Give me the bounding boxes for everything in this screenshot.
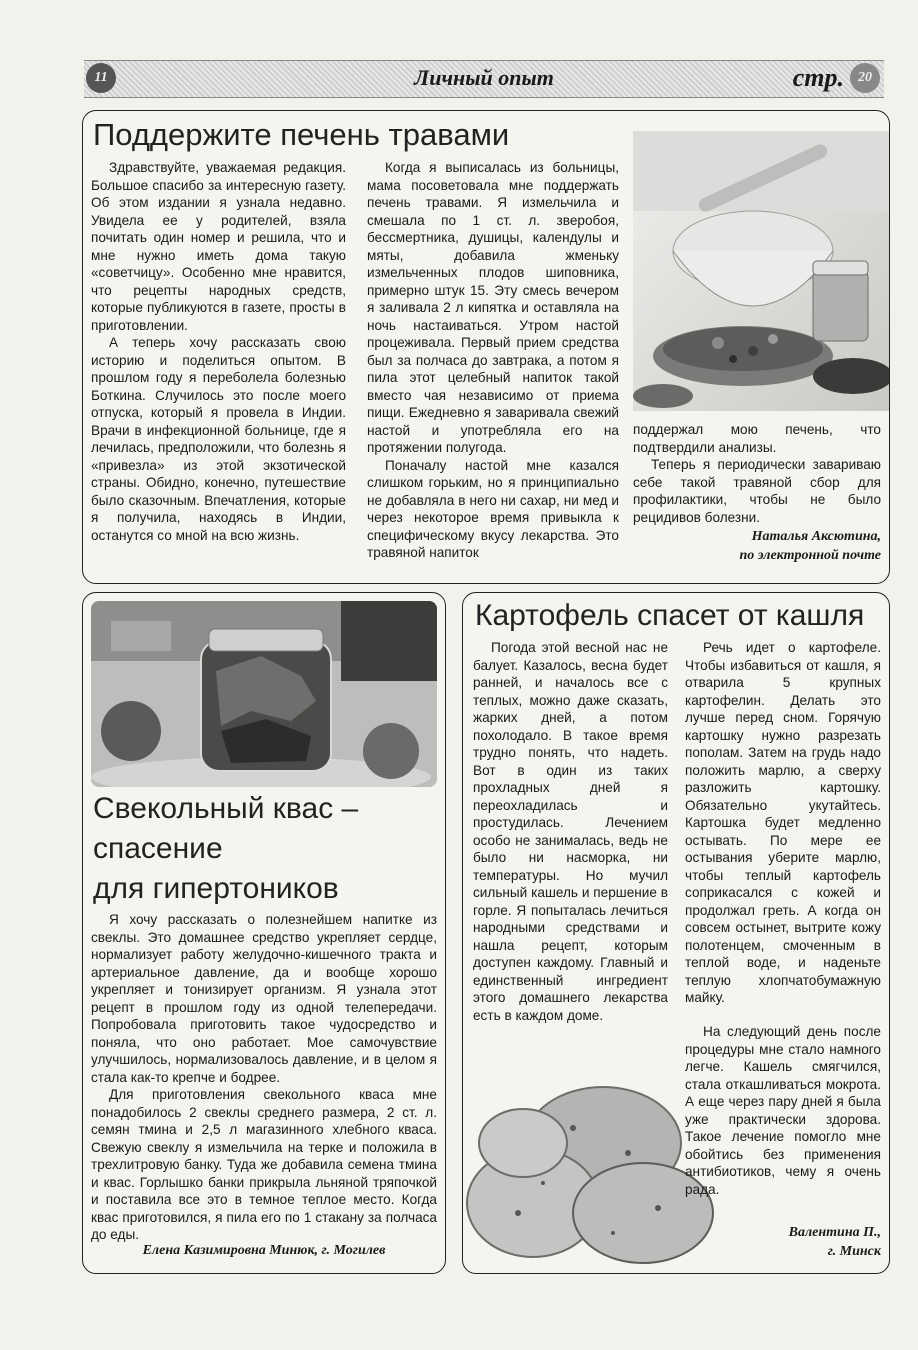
title-line: для гипертоников bbox=[93, 872, 339, 905]
paragraph: На следующий день после процедуры мне стало намного легче. Кашель смягчился, стала откашливаться мокрота. А еще через пару дней я была уже практически здорова. Такое лечение помогло мне обойтись без применения антибиотиков, чему я очень рада. bbox=[685, 1024, 881, 1197]
title-line: спасение bbox=[93, 832, 223, 865]
paragraph: Погода этой весной нас не балует. Казалось, весна будет ранней, и началось все с теплых, можно даже сказать, жарких дней, а потом похолодало. В такое время трудно понять, что надеть. Вот в один из таких прохладных дней я переохладилась и простудилась. Лечением особо не занималась, ведь не было ни насморка, ни температуры. Но мучил сильный кашель и першение в горле. Я попыталась лечиться народными средствами и нашла рецепт, которым доступен каждому. Главный и единственный ингредиент этого домашнего лекарства есть в каждом доме. bbox=[473, 640, 668, 1023]
herbs-photo bbox=[633, 131, 889, 411]
author-city: г. Минск bbox=[827, 1244, 881, 1259]
article-body bbox=[91, 911, 437, 1244]
section-title: Личный опыт bbox=[414, 65, 554, 90]
paragraph: Для приготовления свекольного кваса мне понадобилось 2 свеклы среднего размера, 2 ст. л. семян тмина и 2,5 л магазинного хлебного кваса. Свежую свеклу я измельчила на терке и положила в трехлитровую банку. Туда же добавила семена тмина и квас. Горлышко банки прикрыла льняной тряпочкой и поставила все это в темное теплое место. Когда квас приготовился, я пила его по 1 стакану за полчаса до еды. bbox=[91, 1087, 437, 1242]
beet-jar-illustration bbox=[91, 601, 437, 787]
paragraph: Поначалу настой мне казался слишком горьким, но я принципиально не добавляла в него ни сахар, ни мед и через некоторое время привыкла к специфическому вкусу лекарства. Это травяной напиток bbox=[367, 457, 619, 560]
article-title: Поддержите печень травами bbox=[93, 117, 510, 152]
paragraph: поддержал мою печень, что подтвердили анализы. bbox=[633, 422, 881, 455]
page-label: стр. bbox=[792, 63, 844, 92]
article-column-1 bbox=[473, 639, 668, 1024]
article-column-2 bbox=[367, 159, 619, 562]
article-potato-cough bbox=[462, 592, 890, 1274]
article-column-2 bbox=[685, 639, 881, 1007]
paragraph: Когда я выписалась из больницы, мама посоветовала мне поддержать печень травами. Я измельчила и смешала по 1 ст. л. зверобоя, бессмертника, душицы, календулы и мяты, добавила жменьку измельченных плодов шиповника, примерно штук 15. Эту смесь вечером я заливала 2 л кипятка и оставляла на ночь настаиваться. Утром настой процеживала. Первый прием средства был за полчаса до завтрака, а потом я пила этот целебный напиток такой вместо чая независимо от приема пищи. Ежедневно я заваривала свежий настой и употребляла его на протяжении полугода. bbox=[367, 160, 619, 455]
author-name: Валентина П., bbox=[788, 1225, 881, 1240]
article-column-3 bbox=[633, 421, 881, 526]
author-name: Наталья Аксютина, bbox=[751, 529, 881, 544]
article-beet-kvass bbox=[82, 592, 446, 1274]
paragraph: Теперь я периодически завариваю себе такой травяной сбор для профилактики, чтобы не было рецидивов болезни. bbox=[633, 457, 881, 525]
article-title bbox=[93, 789, 358, 909]
paragraph: А теперь хочу рассказать свою историю и поделиться опытом. В прошлом году я переболела болезнью Боткина. Случилось это после моего отпуска, который я провела в Индии. Врачи в инфекционной больнице, где я лечилась, предположили, что болезнь я «привезла» из этой экзотической страны. Обидно, конечно, путешествие было сказочным. Впечатления, которые я получила, находясь в Индии, останутся со мной на всю жизнь. bbox=[91, 335, 346, 543]
article-title: Картофель спасет от кашля bbox=[475, 599, 865, 632]
paragraph: Речь идет о картофеле. Чтобы избавиться от кашля, я отварила 5 крупных картофелин. Делать это лучше перед сном. Горячую картошку нужно разрезать пополам. Затем на грудь надо положить марлю, а сверху разложить картошку. Обязательно укутайтесь. Картошка будет медленно остывать. По мере ее остывания уберите марлю, чтобы теплый картофель соприкасался с кожей и продолжал греть. А когда он совсем остынет, вытрите кожу полотенцем, смоченным в теплой воде, и наденьте теплую хлопчатобумажную майку. bbox=[685, 640, 881, 1005]
page-number-right: 20 bbox=[850, 63, 880, 93]
paragraph: Здравствуйте, уважаемая редакция. Большое спасибо за интересную газету. Об этом издании я узнала недавно. Увидела ее у родителей, взяла почитать один номер и решила, что и мне нужно иметь дома такую «советчицу». Особенно мне нравится, что рецепты народных средств, которые публикуются в газете, просты в приготовлении. bbox=[91, 160, 346, 333]
article-column-2-continued bbox=[685, 1023, 881, 1198]
title-line: Свекольный квас – bbox=[93, 792, 359, 825]
page-header bbox=[84, 60, 884, 98]
article-liver-herbs bbox=[82, 110, 890, 584]
paragraph: Я хочу рассказать о полезнейшем напитке из свеклы. Это домашнее средство укрепляет сердце, нормализует работу желудочно-кишечного тракта и артериальное давление, да и вообще хорошо укрепляет и тонизирует организм. Я узнала этот рецепт в прошлом году из одной телепередачи. Попробовала приготовить такое чудосредство и поняла, что оно работает. Мое самочувствие улучшилось, нормализовалось давление, и в целом я стала как-то крепче и бодрее. bbox=[91, 912, 437, 1085]
author-source: по электронной почте bbox=[739, 548, 881, 563]
author-signature: Елена Казимировна Минюк, г. Могилев bbox=[142, 1243, 386, 1258]
herbs-mortar-illustration bbox=[633, 131, 889, 411]
article-column-1 bbox=[91, 159, 346, 544]
author-signature bbox=[685, 1223, 881, 1261]
kvass-photo bbox=[91, 601, 437, 787]
page-number-left: 11 bbox=[86, 63, 116, 93]
author-signature bbox=[633, 527, 881, 565]
